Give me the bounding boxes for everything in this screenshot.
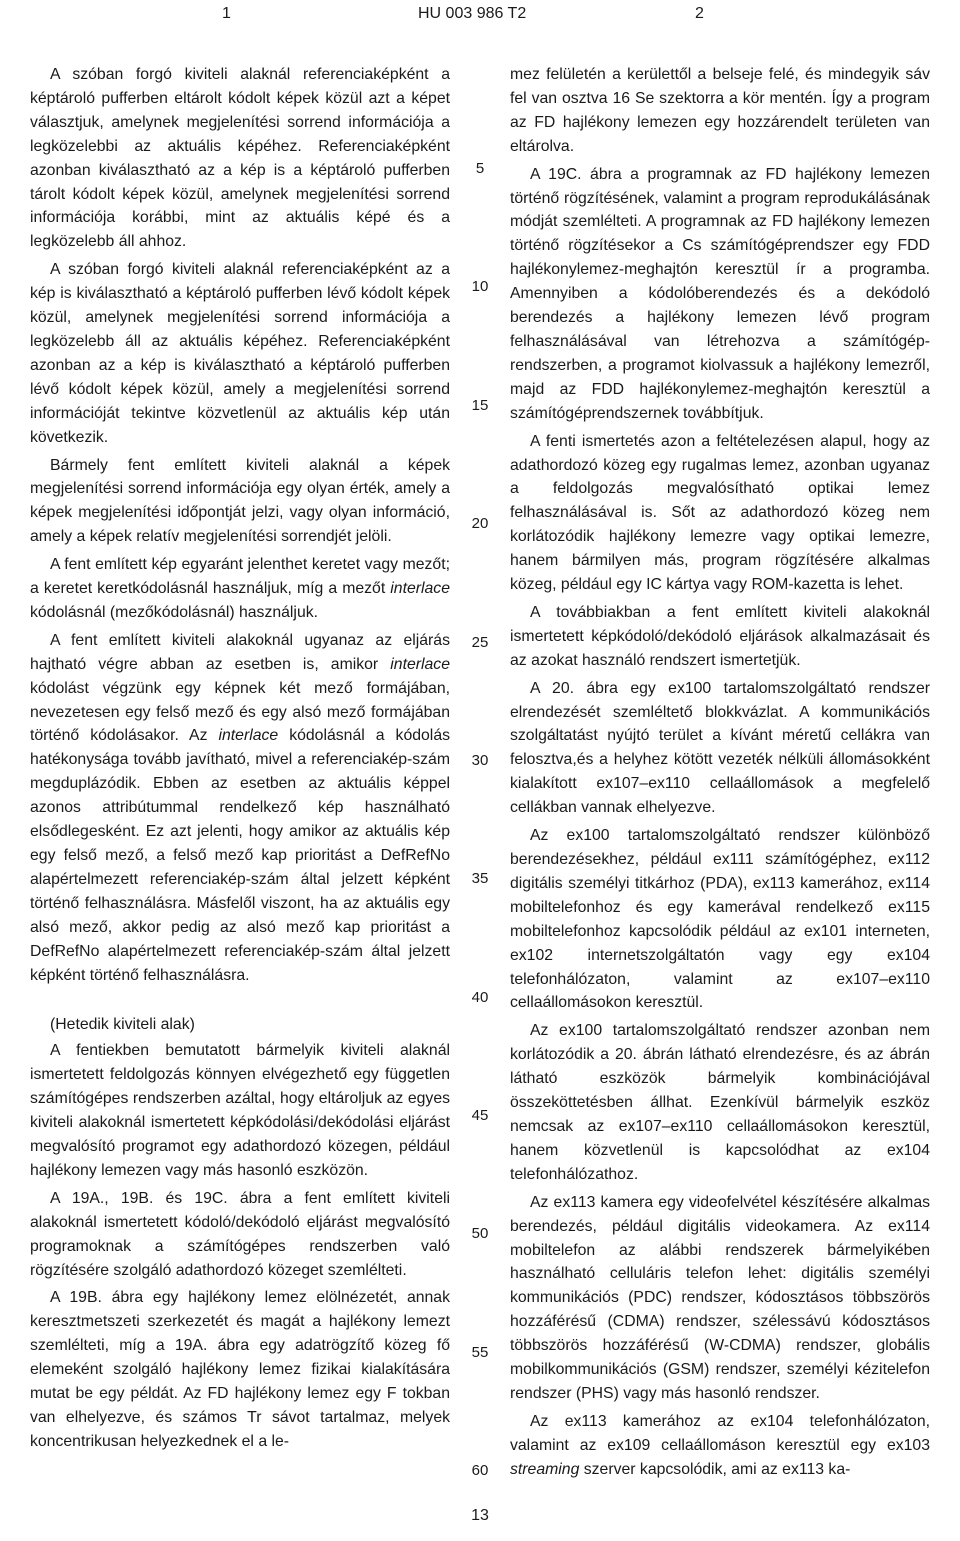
right-text-column: [510, 63, 930, 1486]
paragraph: Az ex100 tartalomszolgáltató rendszer azonban nem korlátozódik a 20. ábrán látható elrendezésre, és az ábrán látható eszközök bármelyik kombinációjával összeköttetésben állhat. Ezenkívül bármelyik eszköz nemcsak az ex107–ex110 cellaállomásokon keresztül, hanem közvetlenül is kapcsolódhat az ex104 telefonhálózathoz.: [510, 1022, 930, 1183]
text-run: kódolásnál (mezőkódolásnál) használjuk.: [30, 603, 319, 621]
paragraph: A továbbiakban a fent említett kiviteli alakoknál ismertetett képkódoló/dekódoló eljárások alkalmazásait és az azokat használó rendszert ismertetjük.: [510, 603, 930, 669]
text-run: kódolásnál a kódolás hatékonysága tovább javítható, mivel a referenciakép-szám megduplázódik. Ebben az esetben az aktuális képpel azonos attribútummal rendelkező kép használható elsődlegesként. Ez azt jelenti, hogy amikor az aktuális kép egy felső mező, a felső mező kap prioritást a DefRefNo alapértelmezett referenciakép-szám által jelzett képként történő felhasználásra. Másfelől viszont, ha az aktuális egy alsó mező, akkor pedig az alsó mező kap prioritást a DefRefNo alapértelmezett referenciakép-szám által jelzett képként történő felhasználásra.: [30, 727, 450, 984]
paragraph: Az ex113 kamera egy videofelvétel készítésére alkalmas berendezés, például digitális videokamera. Az ex114 mobiltelefon az alábbi rendszerek bármelyikében használható celluláris telefon lehet: digitális személyi kommunikációs (PDC) rendszer, kódosztásos többszörös hozzáférésű (CDMA) rendszer, szélessávú kódosztásos többszörös hozzáférésű (W-CDMA) rendszer, globális mobilkommunikációs (GSM) rendszer, személyi kézitelefon rendszer (PHS) vagy más hasonló rendszer.: [510, 1193, 930, 1402]
paragraph: A 19A., 19B. és 19C. ábra a fent említett kiviteli alakoknál ismertetett kódoló/dekódoló eljárást megvalósító programoknak a számítógépes rendszerben való rögzítésére szolgáló adathordozó közeget szemlélteti.: [30, 1189, 450, 1279]
section-heading: (Hetedik kiviteli alak): [50, 1016, 195, 1034]
header-left-column-number: 1: [222, 5, 231, 22]
text-run: szerver kapcsolódik, ami az ex113 ka-: [579, 1460, 851, 1478]
paragraph: A 19C. ábra a programnak az FD hajlékony lemezen történő rögzítésének, valamint a program reprodukálásának módját szemlélteti. A programnak az FD hajlékony lemezen történő rögzítésekor a Cs számítógéprendszer egy FDD hajlékonylemez-meghajtón keresztül ír a programba. Amennyiben a kódolóberendezés és a dekódoló berendezés a hajlékony lemezen lévő program felhasználásával van létrehozva a számítógép-rendszerben, a programot kiolvassuk a hajlékony lemezről, majd az FDD hajlékonylemez-meghajtón keresztül a számítógéprendszernek továbbítjuk.: [510, 165, 930, 422]
line-number: 35: [471, 870, 489, 887]
italic-term: interlace: [218, 727, 279, 745]
line-number: 5: [475, 160, 485, 177]
line-number: 40: [471, 989, 489, 1006]
paragraph: A fenti ismertetés azon a feltételezésen alapul, hogy az adathordozó közeg egy rugalmas lemez, azonban ugyanaz a feldolgozás megvalósítható optikai lemez felhasználásával is. Sőt az adathordozó közeg nem korlátozódik hajlékony lemezre vagy optikai lemezre, hanem bármilyen más, program rögzítésére alkalmas közeg, például egy IC kártya vagy ROM-kazetta is lehet.: [510, 432, 930, 594]
header-right-column-number: 2: [695, 5, 704, 22]
paragraph: A fentiekben bemutatott bármelyik kiviteli alaknál ismertetett feldolgozás könnyen elvégezhető egy független számítógépes rendszerben azáltal, hogy eltároljuk az egyes kiviteli alakoknál ismertetett képkódolási/dekódolási eljárást megvalósító programot egy adathordozó közegen, például hajlékony lemezen vagy más hasonló eszközön.: [30, 1042, 450, 1179]
line-number: 15: [471, 397, 489, 414]
paragraph: [30, 629, 450, 988]
paragraph: [30, 553, 450, 625]
line-number: 10: [471, 278, 489, 295]
paragraph: Az ex100 tartalomszolgáltató rendszer különböző berendezésekhez, például ex111 számítógéphez, ex112 digitális személyi titkárhoz (PDA), ex113 kamerához, ex114 mobiltelefonhoz és egy kamerával rendelkező ex115 mobiltelefonhoz kapcsolódik például az ex101 interneten, ex102 internetszolgáltatón vagy egy ex104 telefonhálózaton, valamint az ex107–ex110 cellaállomásokon keresztül.: [510, 827, 930, 1012]
text-run: Az ex113 kamerához az ex104 telefonhálózaton, valamint az ex109 cellaállomáson keresztül egy ex103: [510, 1412, 930, 1454]
header-patent-number: HU 003 986 T2: [418, 5, 527, 22]
paragraph: A 20. ábra egy ex100 tartalomszolgáltató rendszer elrendezését szemléltető blokkvázlat. A kommunikációs szolgáltatást nyújtó terület a kívánt méretű cellákra van felosztva,és a helyhez kötött vezeték nélküli állomásokként kialakított ex107–ex110 cellaállomások a megfelelő cellákban vannak elhelyezve.: [510, 679, 930, 817]
line-number: 60: [471, 1462, 489, 1479]
line-number: 50: [471, 1225, 489, 1242]
paragraph: [510, 1410, 930, 1482]
page-header: [0, 0, 960, 30]
line-number: 20: [471, 515, 489, 532]
paragraph: mez felületén a kerülettől a belseje felé, és mindegyik sáv fel van osztva 16 Se szektorra a kör mentén. Így a program az FD hajlékony lemezen egy hozzárendelt területen van eltárolva.: [510, 66, 930, 155]
paragraph: Bármely fent említett kiviteli alaknál a képek megjelenítési sorrend információja egy olyan érték, amely a képek megjelenítési időpontját jelzi, vagy olyan információ, amely a képek relatív megjelenítési sorrendjét jelöli.: [30, 456, 450, 546]
page-number: 13: [471, 1507, 489, 1524]
italic-term: interlace: [390, 580, 450, 598]
line-number: 30: [471, 752, 489, 769]
paragraph: A szóban forgó kiviteli alaknál referenciaképként a képtároló pufferben eltárolt kódolt képek közül azt a képet választjuk, amelynek megjelenítési sorrend információja a legközelebbi az aktuális képéhez. Referenciaképként azonban kiválasztható az a kép is a képtároló pufferben tárolt kódolt képek közül, amelynek megjelenítési sorrend információja korábbi, mint az aktuális képé és a legközelebb áll ahhoz.: [30, 66, 450, 251]
left-text-column: [30, 63, 450, 1458]
paragraph: A szóban forgó kiviteli alaknál referenciaképként az a kép is kiválasztható a képtároló pufferben lévő kódolt képek közül, amelynek megjelenítési sorrend információja a legközelebb áll az aktuális képéhez. Referenciaképként azonban az a kép is kiválasztható a képtároló pufferben lévő kódolt képek közül, amely a megjelenítési sorrend információját tekintve közvetlenül az aktuális kép után következik.: [30, 261, 450, 446]
italic-term: streaming: [510, 1460, 580, 1478]
italic-term: interlace: [390, 655, 450, 673]
text-run: A fent említett kép egyaránt jelenthet keretet vagy mezőt; a keretet keretkódolásnál használjuk, míg a mezőt: [30, 556, 450, 598]
line-number: 45: [471, 1107, 489, 1124]
text-run: A fent említett kiviteli alakoknál ugyanaz az eljárás hajtható végre abban az esetben is, amikor: [30, 631, 450, 673]
paragraph: A 19B. ábra egy hajlékony lemez elölnézetét, annak keresztmetszeti szerkezetét és magát a hajlékony lemezt szemlélteti, míg a 19A. ábra egy adatrögzítő közeg fő elemeként szolgáló hajlékony lemez fizikai kialakítására mutat be egy példát. Az FD hajlékony lemez egy F tokban van elhelyezve, és számos Tr sávot tartalmaz, melyek koncentrikusan helyezkednek el a le-: [30, 1289, 450, 1450]
line-number: 55: [471, 1344, 489, 1361]
line-number: 25: [471, 634, 489, 651]
text-run: kódolást végzünk egy képnek két mező formájában, nevezetesen egy felső mező és egy alsó mező formájában történő kódolásakor. Az: [30, 679, 450, 745]
